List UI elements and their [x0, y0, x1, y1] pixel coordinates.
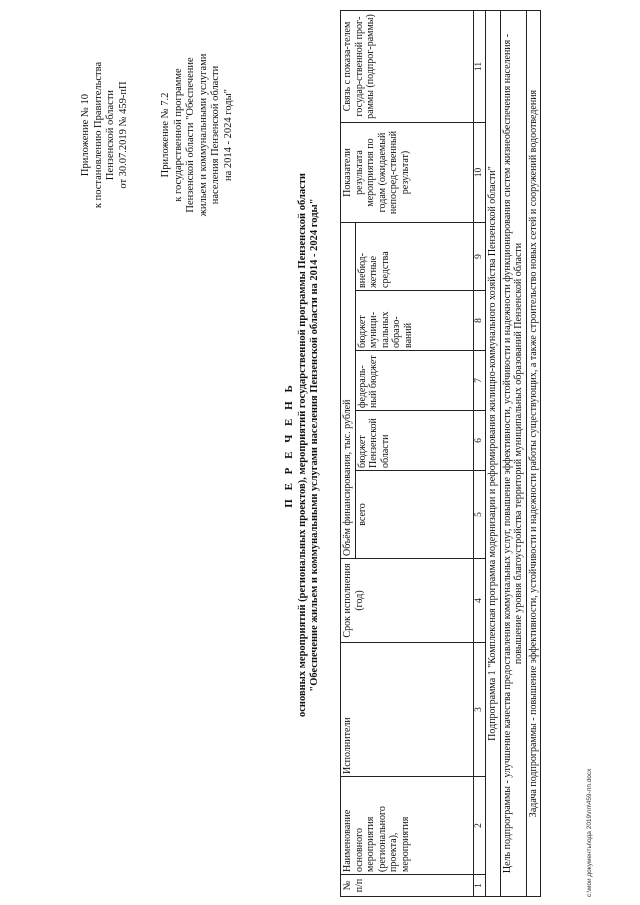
header-cell-municipal-budget: бюджет муници-пальных образо-ваний — [355, 291, 473, 351]
subprogram-task: Задача подпрограммы - повышение эффективности, устойчивости и надежности работы существующих, а также строительство новых сетей и сооружений водоотведения — [526, 11, 541, 897]
appendix-line: на 2014 - 2024 годы" — [222, 89, 234, 181]
column-number: 10 — [473, 123, 486, 223]
title-line: "Обеспечение жильем и коммунальными услугами населения Пензенской области на 2014 - 2024 годы" — [309, 198, 320, 692]
appendix-line: Приложение № 10 — [80, 93, 91, 177]
column-number: 11 — [473, 11, 486, 123]
header-cell-federal-budget: федераль-ный бюджет — [355, 351, 473, 411]
appendix-line: от 30.07.2019 № 459-пП — [117, 81, 129, 189]
column-number: 5 — [473, 471, 486, 559]
column-number: 3 — [473, 643, 486, 777]
column-number: 1 — [473, 875, 486, 897]
goal-row — [500, 11, 526, 897]
header-cell-extrabudgetary: внебюд-жетные средства — [355, 223, 473, 291]
header-cell-executors: Исполнители — [341, 643, 474, 777]
column-number: 2 — [473, 777, 486, 875]
title-line: основных мероприятий (региональных проектов), мероприятий государственной программы Пензенской области — [296, 173, 308, 717]
header-cell-link: Связь с показа-телем государ-ственной прог-раммы (подпрог-раммы) — [341, 11, 474, 123]
column-number: 4 — [473, 559, 486, 643]
appendix-line: Пензенской области "Обеспечение — [185, 57, 196, 213]
column-number: 6 — [473, 411, 486, 471]
file-path-footer: c:\мои документы\ода 2019\пп\459-пп.docx — [586, 768, 593, 897]
subprogram-goal: Цель подпрограммы - улучшение качества предоставления коммунальных услуг, повышение эффективности, устойчивости и надежности функционирования систем жизнеобеспечения населения - повышение уровня благоустройства территорий муниципальных образований Пензенской области — [500, 11, 526, 897]
appendix-block-program — [160, 25, 235, 245]
column-number: 8 — [473, 291, 486, 351]
appendix-line: жильем и коммунальными услугами — [197, 53, 209, 217]
document-title — [283, 115, 322, 775]
header-row — [341, 11, 356, 897]
subprogram-title: Подпрограмма 1 "Комплексная программа модернизации и реформирования жилищно-коммунального хозяйства Пензенской области" — [486, 11, 501, 897]
header-cell-name: Наименование основного мероприятия (регионального проекта), мероприятия — [341, 777, 474, 875]
header-cell-no: № п/п — [341, 875, 474, 897]
task-row — [526, 11, 541, 897]
appendix-line: к постановлению Правительства — [92, 61, 104, 209]
column-number: 7 — [473, 351, 486, 411]
appendix-block-decree — [80, 25, 130, 245]
subprogram-row — [486, 11, 501, 897]
column-number: 9 — [473, 223, 486, 291]
header-cell-financing: Объём финансирования, тыс. рублей — [341, 223, 356, 559]
appendix-line: населения Пензенской области — [210, 65, 221, 205]
title-heading: П Е Р Е Ч Е Н Ь — [283, 382, 295, 508]
header-cell-total: всего — [355, 471, 473, 559]
appendix-line: Приложение № 7.2 — [160, 92, 171, 178]
header-cell-indicators: Показатели результата мероприятия по годам (ожидаемый непосред-ственный результат) — [341, 123, 474, 223]
appendix-line: к государственной программе — [172, 68, 184, 202]
appendix-line: Пензенской области — [105, 89, 116, 181]
header-cell-regional-budget: бюджет Пензенской области — [355, 411, 473, 471]
measures-table — [340, 10, 541, 897]
column-number-row — [473, 11, 486, 897]
header-cell-term: Срок исполнения (год) — [341, 559, 474, 643]
